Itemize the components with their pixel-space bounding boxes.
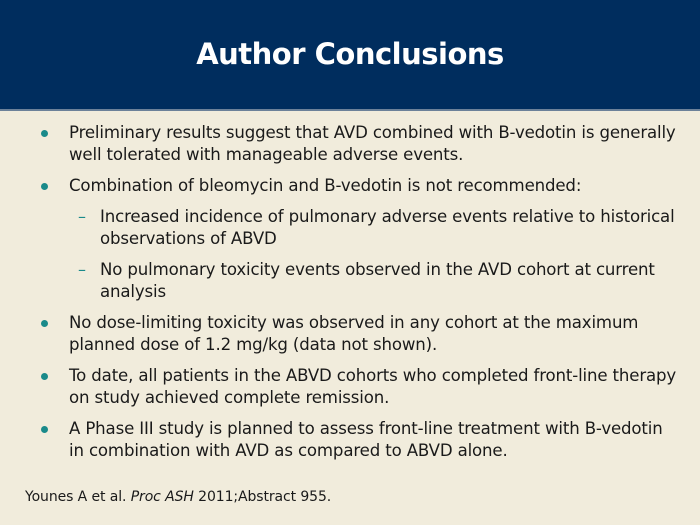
bullet-item (0, 365, 700, 409)
bullet-item (0, 175, 700, 197)
citation-details: 2011;Abstract 955. (193, 489, 332, 505)
bullet-list (0, 122, 700, 471)
slide-title: Author Conclusions (196, 36, 504, 71)
citation-authors: Younes A et al. (25, 489, 131, 505)
bullet-dot-icon (41, 373, 48, 380)
bullet-text: To date, all patients in the ABVD cohorts who completed front-line therapy on study achieved complete remission. (69, 366, 677, 407)
sub-bullet-item (0, 206, 700, 250)
bullet-item (0, 418, 700, 462)
bullet-item (0, 312, 700, 356)
bullet-dot-icon (41, 320, 48, 327)
bullet-text: No dose-limiting toxicity was observed in any cohort at the maximum planned dose of 1.2 mg/kg (data not shown). (69, 313, 639, 354)
bullet-dot-icon (41, 183, 48, 190)
dash-icon: – (78, 260, 86, 279)
sub-bullet-text: No pulmonary toxicity events observed in the AVD cohort at current analysis (100, 260, 655, 301)
sub-bullet-text: Increased incidence of pulmonary adverse events relative to historical observations of ABVD (100, 207, 675, 248)
citation (25, 489, 331, 505)
bullet-text: Preliminary results suggest that AVD combined with B-vedotin is generally well tolerated with manageable adverse events. (69, 123, 676, 164)
bullet-text: A Phase III study is planned to assess front-line treatment with B-vedotin in combination with AVD as compared to ABVD alone. (69, 419, 663, 460)
dash-icon: – (78, 207, 86, 226)
sub-bullet-item (0, 259, 700, 303)
bullet-text: Combination of bleomycin and B-vedotin is not recommended: (69, 176, 582, 195)
bullet-item (0, 122, 700, 166)
citation-journal: Proc ASH (130, 489, 194, 505)
bullet-dot-icon (41, 426, 48, 433)
bullet-dot-icon (41, 130, 48, 137)
slide-header (0, 0, 700, 111)
